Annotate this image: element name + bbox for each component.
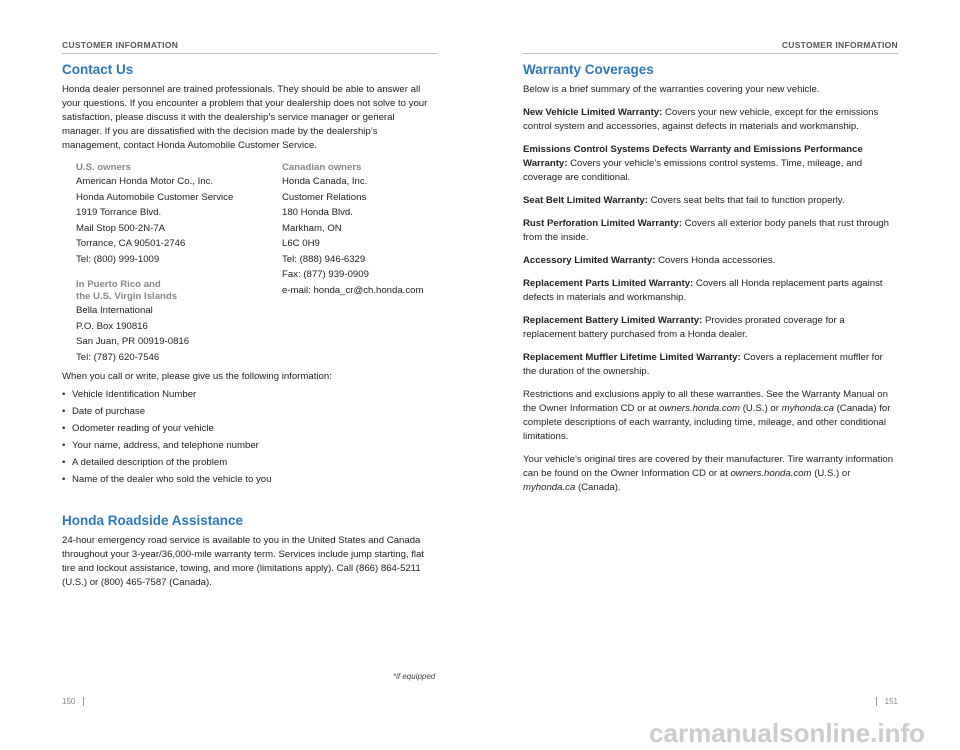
ca-fax: Fax: (877) 939-0909	[282, 269, 369, 280]
myhonda-link[interactable]: myhonda.ca	[523, 482, 576, 493]
us-address-line: Mail Stop 500-2N-7A	[76, 222, 166, 234]
warranty-item: Rust Perforation Limited Warranty: Covers all exterior body panels that rust through from the inside.	[523, 218, 889, 243]
ca-address-line: Markham, ON	[282, 222, 342, 234]
us-owners-heading: U.S. owners	[76, 162, 131, 173]
contact-intro: Honda dealer personnel are trained professionals. They should be able to answer all your questions. If you encounter a problem that your dealership does not solve to your satisfaction, please discuss it with the dealership’s service manager or general manager. If you are dissatisfied with the decision made by the dealership’s management, contact Honda Automobile Customer Service.	[62, 84, 428, 151]
page-number-left: 150	[62, 697, 92, 706]
pr-phone: Tel: (787) 620-7546	[76, 351, 160, 363]
us-address-line: American Honda Motor Co., Inc.	[76, 176, 214, 187]
ca-address-line: Honda Canada, Inc.	[282, 176, 368, 187]
call-intro: When you call or write, please give us the following information:	[62, 371, 332, 382]
pr-address-line: San Juan, PR 00919-0816	[76, 336, 190, 347]
list-item: • Vehicle Identification Number	[62, 389, 197, 400]
folio-divider	[876, 697, 877, 706]
us-phone: Tel: (800) 999-1009	[76, 253, 160, 265]
warranty-item: Replacement Battery Limited Warranty: Provides prorated coverage for a replacement battery purchased from a Honda dealer.	[523, 315, 845, 340]
list-item: • Name of the dealer who sold the vehicle to you	[62, 474, 272, 485]
us-address-line: Torrance, CA 90501-2746	[76, 238, 186, 249]
puerto-rico-heading: In Puerto Rico and	[76, 279, 161, 290]
owners-honda-link[interactable]: owners.honda.com	[730, 468, 812, 479]
pr-address-line: Bella International	[76, 305, 153, 316]
ca-phone: Tel: (888) 946-6329	[282, 253, 366, 265]
owner-contacts	[62, 162, 437, 370]
warranty-item: Seat Belt Limited Warranty: Covers seat belts that fail to function properly.	[523, 195, 845, 206]
virgin-islands-heading: the U.S. Virgin Islands	[76, 291, 178, 302]
running-head: CUSTOMER INFORMATION	[62, 40, 179, 50]
tires-paragraph: Your vehicle’s original tires are covered by their manufacturer. Tire warranty information can be found on the Owner Information CD or at owners.honda.com (U.S.) or myhonda.ca (Canada).	[523, 454, 894, 493]
right-page	[393, 0, 960, 750]
roadside-section	[62, 513, 437, 590]
left-content	[62, 62, 437, 599]
restrictions-paragraph: Restrictions and exclusions apply to all these warranties. See the Warranty Manual on the Owner Information CD or at owners.honda.com (U.S.) or myhonda.ca (Canada) for complete descriptions of each warranty, including time, mileage, and other conditional limitations.	[523, 389, 891, 442]
warranty-heading: Warranty Coverages	[523, 62, 654, 77]
info-bullet-list	[62, 386, 437, 488]
canadian-owners-block	[282, 162, 452, 298]
right-content	[523, 62, 898, 504]
watermark-logo	[470, 718, 930, 748]
ca-address-line: 180 Honda Blvd.	[282, 207, 353, 218]
warranty-item: New Vehicle Limited Warranty: Covers your new vehicle, except for the emissions control system and accessories, against defects in materials and workmanship.	[523, 107, 879, 132]
pr-address-line: P.O. Box 190816	[76, 320, 148, 332]
header-rule	[62, 53, 437, 54]
list-item: • Odometer reading of your vehicle	[62, 423, 214, 434]
header-rule	[523, 53, 898, 54]
canadian-owners-heading: Canadian owners	[282, 162, 362, 173]
warranty-item: Accessory Limited Warranty: Covers Honda accessories.	[523, 255, 776, 266]
roadside-heading: Honda Roadside Assistance	[62, 513, 244, 528]
list-item: • Your name, address, and telephone number	[62, 440, 259, 451]
ca-email[interactable]: e-mail: honda_cr@ch.honda.com	[282, 284, 424, 296]
page-number-right: 151	[868, 697, 898, 706]
warranty-item: Replacement Parts Limited Warranty: Covers all Honda replacement parts against defects in materials and workmanship.	[523, 278, 883, 303]
list-item: • A detailed description of the problem	[62, 457, 228, 468]
puerto-rico-block	[76, 279, 276, 365]
us-address-line: 1919 Torrance Blvd.	[76, 207, 162, 218]
myhonda-link[interactable]: myhonda.ca	[781, 403, 834, 414]
warranty-intro: Below is a brief summary of the warranties covering your new vehicle.	[523, 84, 820, 95]
warranty-item: Replacement Muffler Lifetime Limited Warranty: Covers a replacement muffler for the duration of the ownership.	[523, 352, 883, 377]
ca-address-line: L6C 0H9	[282, 238, 320, 249]
watermark-text: carmanualsonline.info	[649, 718, 925, 748]
footnote: *if equipped	[393, 672, 436, 681]
us-owners-block	[76, 162, 276, 365]
us-address-line: Honda Automobile Customer Service	[76, 191, 234, 203]
contact-us-heading: Contact Us	[62, 62, 134, 77]
ca-address-line: Customer Relations	[282, 191, 367, 203]
folio-divider	[83, 697, 84, 706]
running-head: CUSTOMER INFORMATION	[781, 40, 898, 50]
roadside-body: 24-hour emergency road service is available to you in the United States and Canada throughout your 3-year/36,000-mile warranty term. Services include jump starting, flat tire and lockout assistance, towing, and more (limitations apply). Call (866) 864-5211 (U.S.) or (800) 465-7587 (Canada).	[62, 535, 425, 588]
warranty-item: Emissions Control Systems Defects Warranty and Emissions Performance Warranty: Covers your vehicle’s emissions control systems. Time, mileage, and coverage are conditional.	[523, 144, 863, 183]
owners-honda-link[interactable]: owners.honda.com	[658, 403, 741, 414]
list-item: • Date of purchase	[62, 406, 146, 417]
